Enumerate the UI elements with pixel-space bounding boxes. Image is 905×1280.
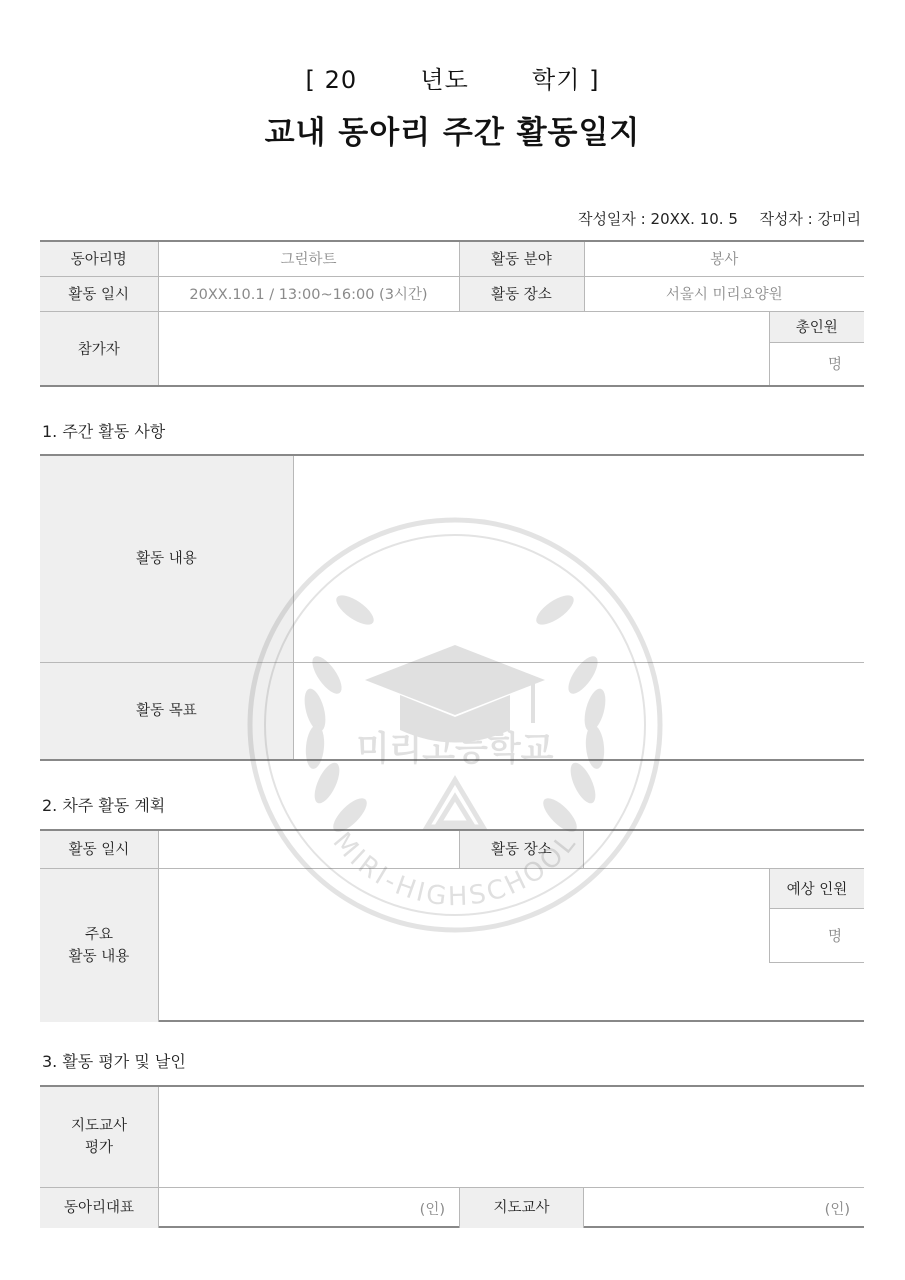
triangle-symbol-icon <box>427 780 483 827</box>
next-place-label: 활동 장소 <box>459 831 584 868</box>
club-rep-seal-field[interactable]: (인) <box>419 1201 445 1218</box>
activity-content-label: 활동 내용 <box>40 456 294 662</box>
activity-field-field[interactable]: 봉사 <box>584 241 864 276</box>
teacher-eval-label-line2: 평가 <box>84 1140 113 1156</box>
activity-datetime-field[interactable]: 20XX.10.1 / 13:00~16:00 (3시간) <box>158 276 459 311</box>
expected-count-label: 예상 인원 <box>770 869 864 909</box>
activity-goal-row <box>40 663 864 759</box>
participants-label: 참가자 <box>40 311 158 386</box>
main-activity-row <box>40 869 864 1022</box>
activity-goal-label: 활동 목표 <box>40 663 294 759</box>
weekly-activity-box <box>40 454 864 761</box>
next-datetime-label: 활동 일시 <box>40 831 159 868</box>
activity-datetime-label: 활동 일시 <box>40 276 158 311</box>
teacher-eval-label-line1: 지도교사 <box>70 1118 128 1134</box>
main-activity-field[interactable] <box>159 869 864 1022</box>
next-place-field[interactable] <box>584 831 864 868</box>
next-datetime-row <box>40 831 864 868</box>
next-datetime-field[interactable] <box>159 831 459 868</box>
signature-row <box>40 1188 864 1228</box>
date-value[interactable]: 20XX. 10. 5 <box>650 210 738 228</box>
activity-place-label: 활동 장소 <box>459 276 584 311</box>
section-1-title: 1. 주간 활동 사항 <box>42 422 166 441</box>
club-info-table <box>40 240 864 387</box>
semester-suffix: 학기 <box>532 66 581 94</box>
club-name-label: 동아리명 <box>40 241 158 276</box>
activity-field-label: 활동 분야 <box>459 241 584 276</box>
teacher-seal-field[interactable]: (인) <box>824 1201 850 1218</box>
semester-line <box>0 60 905 95</box>
document-header <box>0 60 905 152</box>
bracket-open: [ <box>305 66 316 94</box>
activity-content-field[interactable] <box>294 456 864 662</box>
club-rep-label: 동아리대표 <box>40 1188 159 1228</box>
participants-field[interactable] <box>158 311 769 386</box>
section-3-title: 3. 활동 평가 및 날인 <box>42 1052 186 1071</box>
club-name-field[interactable]: 그린하트 <box>158 241 459 276</box>
evaluation-box <box>40 1085 864 1228</box>
author-label: 작성자 : <box>759 210 813 228</box>
activity-content-row <box>40 456 864 662</box>
activity-goal-field[interactable] <box>294 663 864 759</box>
page-title: 교내 동아리 주간 활동일지 <box>264 115 641 151</box>
total-count-field[interactable]: 명 <box>769 342 864 386</box>
section-2-title: 2. 차주 활동 계획 <box>42 796 166 815</box>
teacher-eval-row <box>40 1087 864 1187</box>
main-activity-label-line2: 활동 내용 <box>68 948 130 965</box>
date-label: 작성일자 : <box>577 210 646 228</box>
expected-count-field[interactable]: 명 <box>827 929 842 945</box>
main-activity-label-line1: 주요 <box>84 926 113 943</box>
year-suffix: 년도 <box>420 66 469 94</box>
teacher-sign-label: 지도교사 <box>459 1188 584 1228</box>
total-count-label: 총인원 <box>769 311 864 342</box>
bracket-close: ] <box>589 66 600 94</box>
author-value[interactable]: 강미리 <box>817 210 861 228</box>
emblem-school-name: 미리고등학교 <box>356 729 554 769</box>
expected-count-box <box>769 869 864 963</box>
teacher-eval-label <box>40 1087 159 1187</box>
teacher-eval-field[interactable] <box>159 1087 864 1187</box>
author-meta <box>578 208 861 229</box>
emblem-school-name-en: MIRI-HIGHSCHO <box>326 826 554 913</box>
main-activity-label <box>40 869 159 1022</box>
activity-place-field[interactable]: 서울시 미리요양원 <box>584 276 864 311</box>
next-week-plan-box <box>40 826 864 1022</box>
year-prefix: 20 <box>324 66 358 94</box>
